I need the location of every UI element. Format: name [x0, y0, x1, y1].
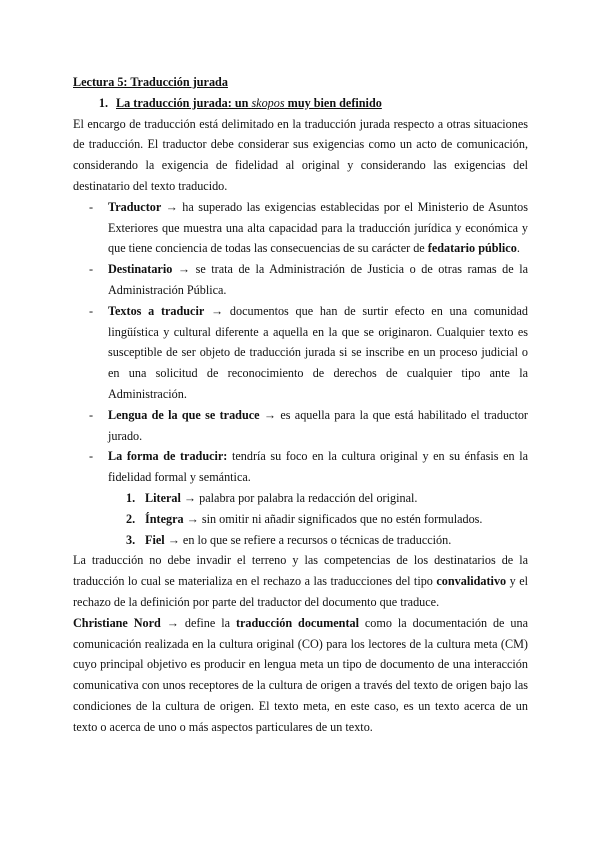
paragraph-convalidativo	[73, 550, 528, 612]
para-text: como la documentación de una comunicación realizada en la cultura original (CO) para los lectores de la cultura meta (CM) cuyo principal objetivo es producir en lengua meta un tipo de documento de una interacción comunicativa con unos receptores de la cultura de origen a través del texto de origen bajo las condiciones de la cultura de origen. El texto meta, en este caso, es un texto acerca de un texto o acerca de uno o más aspectos particulares de un texto.	[73, 615, 528, 734]
item-text: → sin omitir ni añadir significados que no estén formulados.	[183, 511, 483, 526]
para-text: La traducción no debe invadir el terreno y las competencias de los destinatarios de la traducción lo cual se materializa en el rechazo a las traducciones del tipo	[73, 553, 528, 589]
document-page	[73, 72, 528, 738]
item-term: Destinatario	[108, 262, 173, 277]
list-item	[73, 197, 528, 259]
intro-paragraph: El encargo de traducción está delimitado en la traducción jurada respecto a otras situaciones de traducción. El traductor debe considerar sus exigencias como un acto de comunicación, considerando la exigencia de fidelidad al original y considerando las exigencias del destinatario del texto traducido.	[73, 116, 528, 193]
numbered-sublist	[73, 488, 528, 550]
item-term: Lengua de la que se traduce	[108, 407, 260, 422]
paragraph-nord	[73, 613, 528, 738]
item-text: → palabra por palabra la redacción del original.	[180, 490, 418, 505]
sublist-item	[73, 509, 528, 530]
heading-text	[116, 93, 382, 114]
bullet-list	[73, 197, 528, 488]
sublist-item	[73, 488, 528, 509]
para-bold: traducción documental	[235, 615, 359, 630]
heading-post: muy bien definido	[284, 95, 382, 110]
para-text: → define la	[160, 615, 236, 630]
para-bold: convalidativo	[436, 574, 507, 589]
heading-number: 1.	[98, 95, 108, 110]
section-heading	[73, 93, 528, 114]
document-title: Lectura 5: Traducción jurada	[73, 75, 228, 89]
item-number: 1.	[126, 490, 136, 505]
item-text: → documentos que han de surtir efecto en una comunidad lingüística y cultural diferente a aquella en la que se originaron. Cualquier texto es susceptible de ser objeto de traducción jurada si se inscribe en un proceso judicial o en una solicitud de reconocimiento de derechos de cualquier tipo ante la Administración.	[108, 303, 528, 401]
item-text: → ha superado las exigencias establecidas por el Ministerio de Asuntos Exteriores que muestra una alta capacidad para la traducción jurídica y económica y que tiene conciencia de todas las consecuencias de su carácter de	[108, 199, 528, 256]
item-number: 3.	[126, 532, 136, 547]
list-item	[73, 446, 528, 488]
item-term: Fiel	[145, 532, 165, 547]
list-item	[73, 301, 528, 405]
heading-italic: skopos	[251, 95, 285, 110]
item-text: tendría su foco en la cultura original y en su énfasis en la fidelidad formal y semántica.	[108, 449, 528, 485]
item-term: Textos a traducir	[108, 303, 205, 318]
item-term: Íntegra	[145, 511, 184, 526]
item-bold: fedatario público	[427, 241, 517, 256]
item-term: Traductor	[108, 199, 162, 214]
item-text: → se trata de la Administración de Justicia o de otras ramas de la Administración Pública.	[108, 262, 528, 297]
item-term: Literal	[145, 490, 181, 505]
item-text: → en lo que se refiere a recursos o técnicas de traducción.	[164, 532, 452, 547]
para-text: y el rechazo de la definición por parte del traductor del documento que traduce.	[73, 574, 529, 609]
heading-pre: La traducción jurada: un	[116, 95, 252, 110]
item-text: → es aquella para la que está habilitado el traductor jurado.	[108, 407, 528, 443]
item-number: 2.	[126, 511, 136, 526]
author-name: Christiane Nord	[73, 615, 161, 630]
item-end: .	[516, 241, 520, 256]
sublist-item	[73, 530, 528, 551]
item-term: La forma de traducir:	[108, 449, 228, 464]
list-item	[73, 259, 528, 301]
list-item	[73, 405, 528, 447]
